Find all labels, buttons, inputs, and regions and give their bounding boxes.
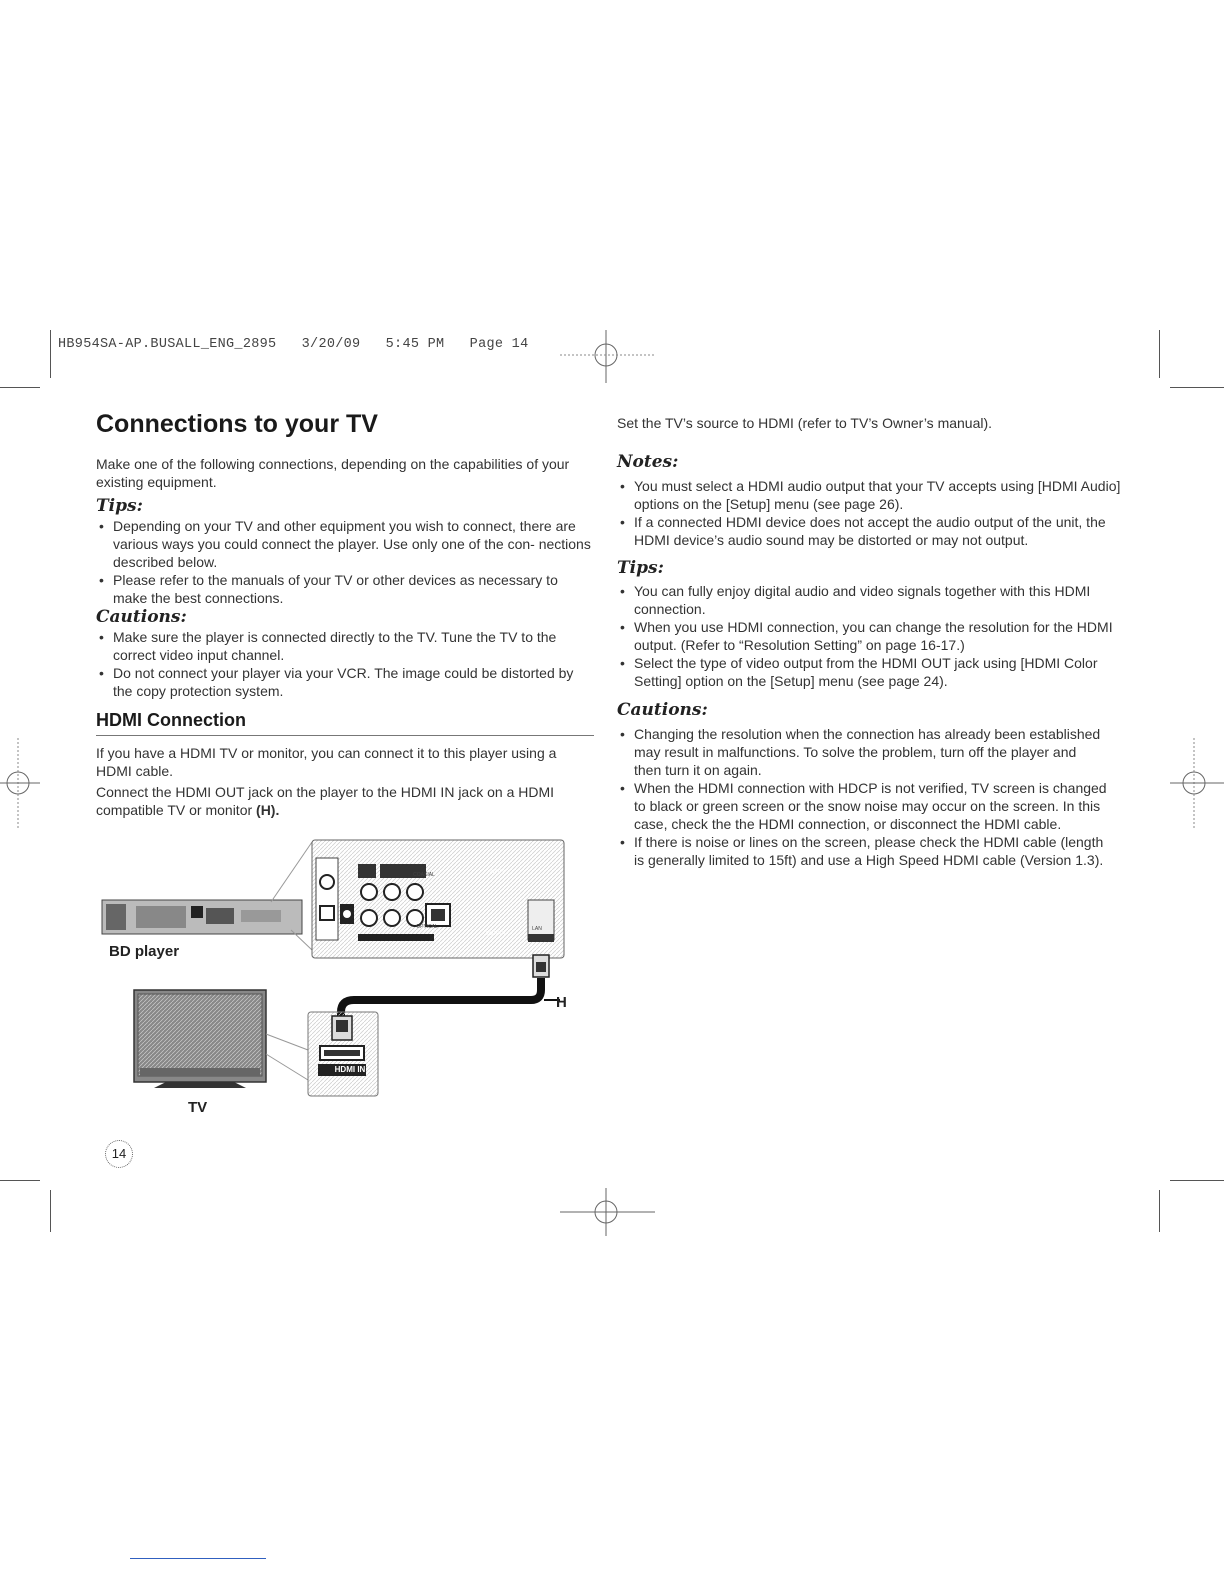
list-item: • Changing the resolution when the connection has already been established may result in malfunctions. To solve the problem, turn off the player and then turn it on again. bbox=[617, 725, 1107, 779]
tips-list-right bbox=[617, 582, 1117, 690]
crop-mark bbox=[50, 1190, 51, 1232]
print-slug: HB954SA-AP.BUSALL_ENG_2895 3/20/09 5:45 PM Page 14 bbox=[58, 337, 529, 352]
crop-mark bbox=[50, 330, 51, 378]
cautions-heading-right: Cautions: bbox=[617, 700, 708, 720]
tips-heading-right: Tips: bbox=[617, 558, 664, 578]
bd-player-label: BD player bbox=[109, 943, 180, 960]
crop-mark bbox=[1159, 330, 1160, 378]
lan-label: LAN bbox=[532, 926, 542, 932]
tv-label: TV bbox=[188, 1099, 208, 1116]
cable-h-label: H bbox=[556, 994, 567, 1011]
right-intro: Set the TV’s source to HDMI (refer to TV’s Owner’s manual). bbox=[617, 415, 993, 431]
hdmi-out-label: HDMI OUT bbox=[626, 932, 652, 938]
cautions-list bbox=[96, 628, 594, 700]
hdmi-paragraph-2 bbox=[96, 783, 596, 819]
tips-list bbox=[96, 517, 594, 607]
crop-mark bbox=[1159, 1190, 1160, 1232]
cautions-heading: Cautions: bbox=[96, 607, 187, 627]
input-label: INPUT bbox=[489, 869, 505, 875]
list-item: • You must select a HDMI audio output that your TV accepts using [HDMI Audio] options on the [Setup] menu (see page 26). bbox=[617, 477, 1122, 513]
connection-diagram-art bbox=[96, 830, 596, 1120]
cautions-list-right bbox=[617, 725, 1107, 869]
hdmi-paragraph-2-text: Connect the HDMI OUT jack on the player to the HDMI IN jack on a HDMI compatible TV or monitor bbox=[96, 784, 555, 818]
crop-mark bbox=[0, 1180, 40, 1181]
list-item: • You can fully enjoy digital audio and video signals together with this HDMI connection. bbox=[617, 582, 1117, 618]
section-rule bbox=[96, 735, 594, 736]
notes-heading: Notes: bbox=[617, 452, 679, 472]
crop-mark bbox=[1170, 1180, 1224, 1181]
connection-diagram bbox=[96, 830, 652, 1120]
registration-mark-left bbox=[0, 738, 40, 828]
list-item: • When you use HDMI connection, you can change the resolution for the HDMI output. (Refer to “Resolution Setting” on page 16-17.) bbox=[617, 618, 1117, 654]
list-item: • Select the type of video output from the HDMI OUT jack using [HDMI Color Setting] option on the [Setup] menu (see page 24). bbox=[617, 654, 1117, 690]
list-item: • Make sure the player is connected directly to the TV. Tune the TV to the correct video input channel. bbox=[96, 628, 594, 664]
list-item: • Do not connect your player via your VCR. The image could be distorted by the copy protection system. bbox=[96, 664, 594, 700]
tips-heading: Tips: bbox=[96, 496, 143, 516]
notes-list bbox=[617, 477, 1122, 549]
coaxial-label: COAXIAL bbox=[413, 872, 435, 878]
crop-mark bbox=[1170, 387, 1224, 388]
list-item: • If there is noise or lines on the screen, please check the HDMI cable (length is generally limited to 15ft) and use a High Speed HDMI cable (Version 1.3). bbox=[617, 833, 1107, 869]
registration-mark-bottom bbox=[560, 1188, 660, 1238]
crop-mark bbox=[130, 1558, 266, 1559]
output-label: OUTPUT bbox=[485, 931, 507, 937]
crop-mark bbox=[0, 387, 40, 388]
list-item: • When the HDMI connection with HDCP is not verified, TV screen is changed to black or green screen or the snow noise may occur on the screen. In this case, check the the HDMI connection, or disconnect the HDMI cable. bbox=[617, 779, 1107, 833]
page-number: 14 bbox=[105, 1140, 133, 1168]
hdmi-paragraph-1: If you have a HDMI TV or monitor, you can connect it to this player using a HDMI cable. bbox=[96, 745, 557, 779]
hdmi-paragraph-2-ref: (H). bbox=[256, 802, 280, 818]
intro-paragraph: Make one of the following connections, depending on the capabilities of your existing equipment. bbox=[96, 456, 570, 490]
page-title: Connections to your TV bbox=[96, 410, 378, 438]
list-item: • Please refer to the manuals of your TV or other devices as necessary to make the best connections. bbox=[96, 571, 594, 607]
registration-mark-top bbox=[560, 325, 660, 385]
optical-label: OPTICAL bbox=[416, 924, 438, 930]
list-item: • Depending on your TV and other equipment you wish to connect, there are various ways you could connect the player. Use only one of the con- nections described below. bbox=[96, 517, 594, 571]
hdmi-in-label: HDMI IN bbox=[334, 1065, 366, 1074]
list-item: • If a connected HDMI device does not accept the audio output of the unit, the HDMI device’s audio sound may be distorted or may not output. bbox=[617, 513, 1122, 549]
section-heading-hdmi: HDMI Connection bbox=[96, 710, 246, 730]
registration-mark-right bbox=[1170, 738, 1224, 828]
